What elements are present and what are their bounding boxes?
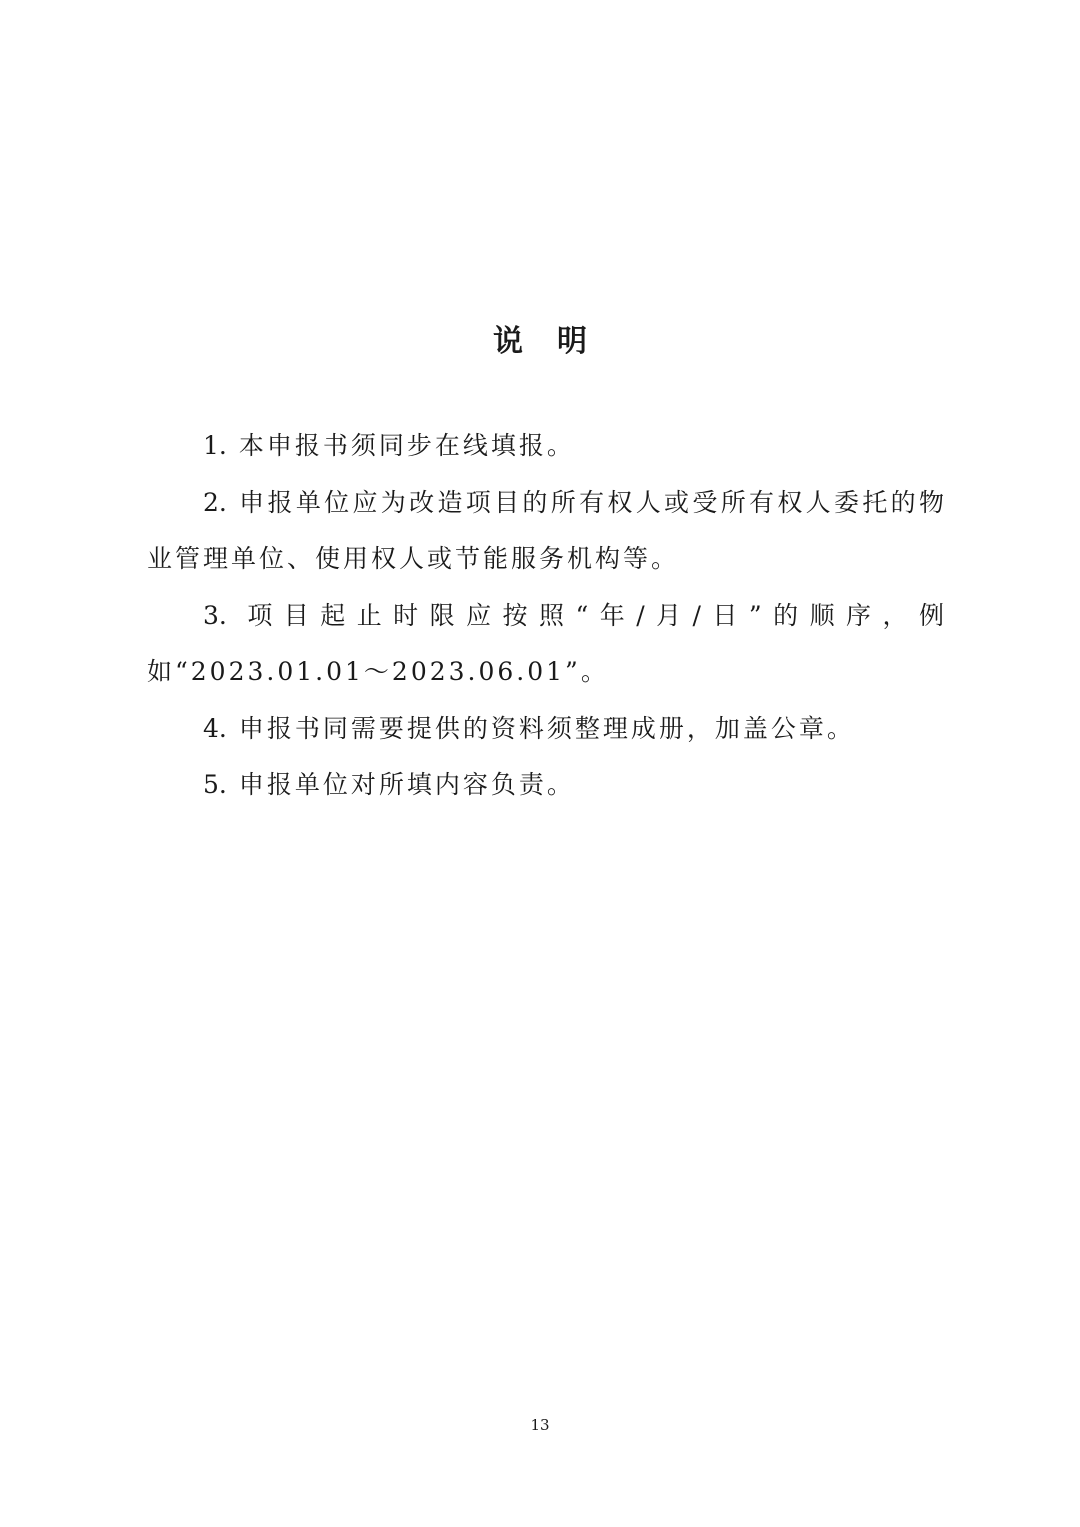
instructions-list <box>147 418 947 814</box>
instruction-item-2 <box>147 475 947 588</box>
item-text: 本申报书须同步在线填报。 <box>238 431 575 460</box>
page-title: 说明 <box>493 324 621 359</box>
page-number: 13 <box>530 1416 550 1434</box>
item-number: 5. <box>203 770 227 799</box>
item-text: 项目起止时限应按照“年/月/日”的顺序，例如“2023.01.01～2023.06.01”。 <box>147 600 947 686</box>
instruction-item-4 <box>147 701 947 758</box>
item-number: 4. <box>203 713 227 743</box>
instruction-item-1 <box>147 418 947 475</box>
item-text: 申报书同需要提供的资料须整理成册，加盖公章。 <box>238 713 855 743</box>
item-number: 3. <box>203 600 227 630</box>
item-number: 1. <box>203 431 227 460</box>
item-text: 申报单位对所填内容负责。 <box>238 770 575 799</box>
instruction-item-5 <box>147 757 947 814</box>
item-number: 2. <box>203 487 227 517</box>
item-text: 申报单位应为改造项目的所有权人或受所有权人委托的物业管理单位、使用权人或节能服务机构等。 <box>147 487 947 573</box>
instruction-item-3 <box>147 588 947 701</box>
